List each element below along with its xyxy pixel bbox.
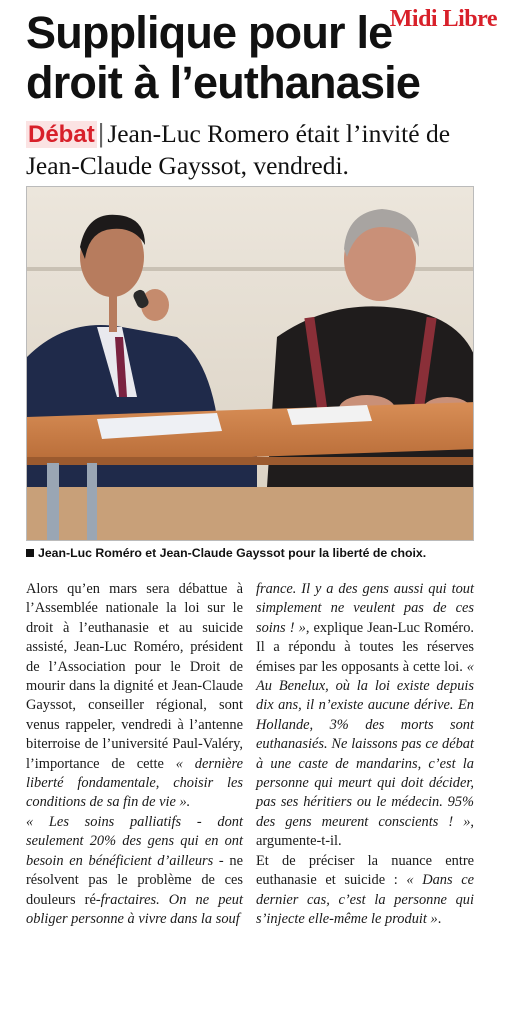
rubric-separator: | <box>97 120 105 148</box>
article-paragraph-3 <box>256 852 474 930</box>
article-paragraph-2-end <box>256 580 474 852</box>
rubric-label: Débat <box>28 121 95 148</box>
standfirst-text: Jean-Luc Romero était l’invité de Jean-Claude Gayssot, vendredi. <box>26 119 451 180</box>
newspaper-logo: Midi Libre <box>389 6 497 32</box>
article-paragraph-2-start <box>26 813 243 929</box>
quote-text: « dernière liberté fondamentale, choisir les conditions de sa fin de vie ». <box>26 755 243 811</box>
quote-text: « Dans ce dernier cas, c’est la personne qui s’injecte elle-même le produit » <box>256 872 474 927</box>
article-column-right <box>256 580 474 929</box>
photo-illustration <box>27 187 474 541</box>
quote-text-continued: france. Il y a des gens aussi qui tout simplement ne veulent pas de ces soins ! » <box>256 581 474 636</box>
paragraph-text: , argumente-t-il. <box>256 813 474 850</box>
paragraph-text: Et de préciser la nuance entre euthanasie et suicide : <box>256 852 474 889</box>
paragraph-text: , explique Jean-Luc Roméro. Il a répondu à toutes les réserves émises par les opposants à cette loi. <box>256 619 474 675</box>
paragraph-text: . <box>437 910 442 927</box>
article-column-left <box>26 580 243 929</box>
caption-text: Jean-Luc Roméro et Jean-Claude Gayssot pour la liberté de choix. <box>38 546 427 560</box>
quote-text: « Au Benelux, où la loi existe depuis dix ans, il n’existe aucune dérive. En Hollande, 3% des morts sont euthanasiés. Ne laissons pas ce débat à une caste de mandarins, c’est la personne qui meurt qui doit décider, pas ses héritiers ou le médecin. 95% des gens meurent conscients ! » <box>256 658 474 830</box>
article-photo <box>26 186 474 541</box>
headline: Supplique pour le droit à l’euthanasie <box>26 7 421 108</box>
article-paragraph-1 <box>26 580 243 813</box>
quote-text-continued: fractaires. On ne peut obliger personne à vivre dans la souf <box>26 891 243 927</box>
caption-bullet-icon <box>26 549 34 557</box>
paragraph-text: Alors qu’en mars sera débattue à l’Assemblée nationale la loi sur le droit à l’euthanasie et au suicide assisté, Jean-Luc Roméro, président de l’Association pour le Droit de mourir dans la dignité et Jean-Claude Gayssot, conseiller régional, sont venus rappeler, vendredi à l’antenne biterroise de l’université Paul-Valéry, l’importance de cette <box>26 581 243 772</box>
photo-caption <box>26 546 496 560</box>
standfirst <box>26 118 496 181</box>
quote-text: « Les soins palliatifs - dont seulement 20% des gens qui en ont besoin en bénéficient d’ailleurs - <box>26 813 243 869</box>
paragraph-text: ne résolvent pas le problème de ces douleurs ré- <box>26 852 243 908</box>
